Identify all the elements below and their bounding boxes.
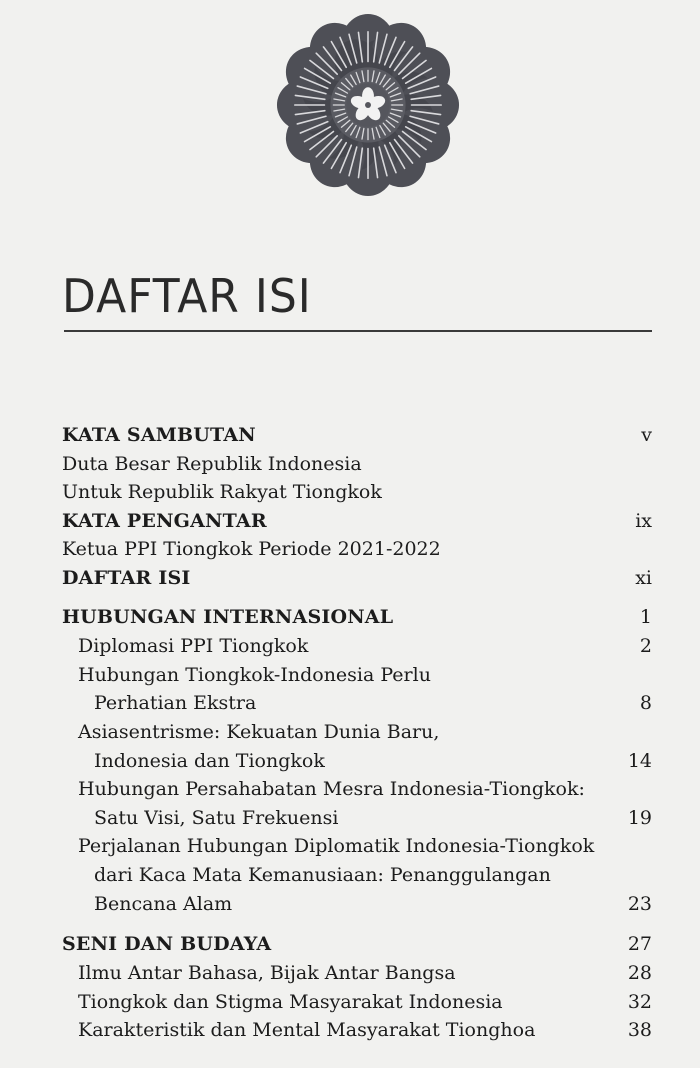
entry-label: SENI DAN BUDAYA [62,933,272,955]
entry-label: Perjalanan Hubungan Diplomatik Indonesia-Tiongkok [78,835,595,858]
entry-label: KATA SAMBUTAN [62,424,256,446]
page-number: 8 [639,692,652,715]
entry-label: Indonesia dan Tiongkok [94,749,325,772]
entry-label: Ketua PPI Tiongkok Periode 2021-2022 [62,538,441,561]
entry-label: Perhatian Ekstra [94,692,257,715]
entry-label: KATA PENGANTAR [62,509,267,532]
entry-label: Hubungan Persahabatan Mesra Indonesia-Tiongkok: [78,778,585,801]
entry-label: DAFTAR ISI [62,567,191,589]
page-number: ix [635,509,652,532]
page-number: 38 [627,1019,652,1042]
entry-label: Untuk Republik Rakyat Tiongkok [62,481,382,504]
page-number: xi [635,567,652,589]
page-number: 19 [627,806,652,829]
entry-label: Ilmu Antar Bahasa, Bijak Antar Bangsa [78,962,456,985]
page-number: 14 [627,749,652,772]
page-title: DAFTAR ISI [62,270,312,324]
page-number: 23 [627,892,652,915]
page-number: 27 [627,933,652,955]
title-divider [64,330,652,332]
entry-label: dari Kaca Mata Kemanusiaan: Penanggulangan [94,863,551,886]
entry-label: HUBUNGAN INTERNASIONAL [62,606,394,628]
entry-label: Asiasentrisme: Kekuatan Dunia Baru, [78,720,440,743]
entry-label: Tiongkok dan Stigma Masyarakat Indonesia [78,990,503,1013]
entry-label: Satu Visi, Satu Frekuensi [94,806,339,829]
entry-label: Diplomasi PPI Tiongkok [78,635,309,658]
page-number: 28 [627,962,652,985]
page-number: 32 [627,990,652,1013]
page-number: 2 [639,635,652,658]
page-number: 1 [639,606,652,628]
entry-label: Karakteristik dan Mental Masyarakat Tionghoa [78,1019,536,1042]
page-number: v [641,424,652,446]
flower-emblem-icon [274,10,462,200]
entry-label: Hubungan Tiongkok-Indonesia Perlu [78,663,431,686]
entry-label: Duta Besar Republik Indonesia [62,452,362,475]
entry-label: Bencana Alam [94,892,233,915]
